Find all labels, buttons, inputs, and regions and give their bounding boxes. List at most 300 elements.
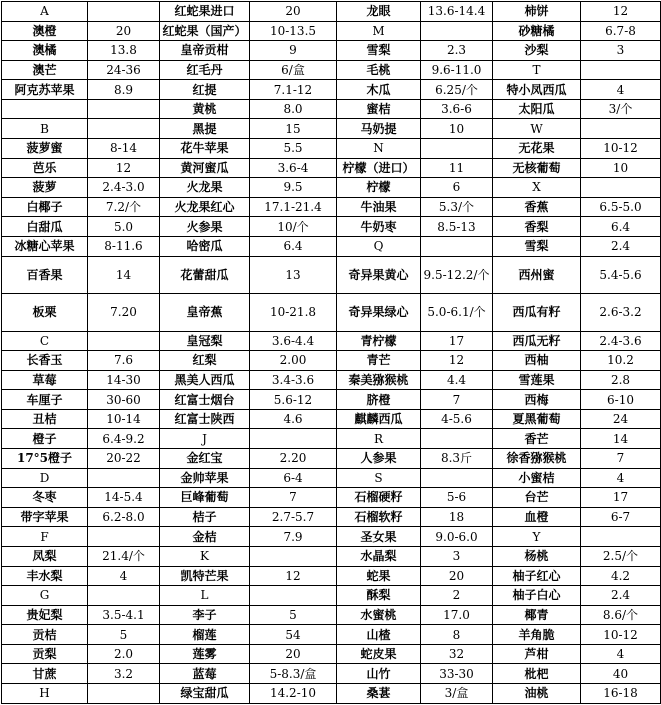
price-cell: 9.0-6.0 (421, 527, 493, 547)
price-cell: 10-12 (581, 139, 661, 159)
price-cell: 24-36 (88, 60, 160, 80)
price-cell: 11 (421, 158, 493, 178)
price-cell: 10-14 (88, 409, 160, 429)
fruit-name-cell: 17°5橙子 (2, 449, 88, 469)
price-cell: 3.2 (88, 664, 160, 684)
price-cell: 20 (250, 2, 337, 22)
price-cell: 14-30 (88, 370, 160, 390)
fruit-name-cell: 龙眼 (337, 2, 421, 22)
table-row (2, 546, 661, 566)
price-cell: 21.4/个 (88, 546, 160, 566)
price-cell: 2.3 (421, 41, 493, 61)
fruit-name-cell: 花蕾甜瓜 (160, 256, 250, 293)
fruit-name-cell: 木瓜 (337, 80, 421, 100)
fruit-name-cell: 菠萝蜜 (2, 139, 88, 159)
price-cell (88, 468, 160, 488)
price-cell: 3/盒 (421, 683, 493, 703)
fruit-name-cell: 蓝莓 (160, 664, 250, 684)
table-row (2, 139, 661, 159)
fruit-name-cell: 板栗 (2, 293, 88, 331)
price-cell: 12 (421, 351, 493, 371)
fruit-name-cell: 黄河蜜瓜 (160, 158, 250, 178)
price-cell (421, 236, 493, 256)
fruit-name-cell: 芦柑 (493, 644, 581, 664)
fruit-name-cell: 李子 (160, 605, 250, 625)
price-cell: 5.3/个 (421, 197, 493, 217)
fruit-name-cell: 麒麟西瓜 (337, 409, 421, 429)
table-row (2, 429, 661, 449)
table-row (2, 60, 661, 80)
price-cell: 8-14 (88, 139, 160, 159)
price-cell (581, 527, 661, 547)
price-cell: 2.4-3.6 (581, 331, 661, 351)
fruit-name-cell: 冬枣 (2, 488, 88, 508)
price-cell: 14 (581, 429, 661, 449)
fruit-name-cell: 红蛇果（国产） (160, 21, 250, 41)
fruit-name-cell: 牛奶枣 (337, 217, 421, 237)
table-row (2, 409, 661, 429)
price-cell: 10/个 (250, 217, 337, 237)
table-row (2, 236, 661, 256)
table-body (2, 2, 661, 704)
fruit-name-cell: 砂糖橘 (493, 21, 581, 41)
table-row (2, 331, 661, 351)
table-row (2, 449, 661, 469)
price-cell: 6.7-8 (581, 21, 661, 41)
fruit-name-cell: 澳橘 (2, 41, 88, 61)
fruit-name-cell: 金红宝 (160, 449, 250, 469)
price-cell: 4 (88, 566, 160, 586)
price-cell: 14.2-10 (250, 683, 337, 703)
fruit-name-cell: 黄桃 (160, 99, 250, 119)
fruit-name-cell: 奇异果黄心 (337, 256, 421, 293)
section-letter-cell: L (160, 586, 250, 606)
price-cell: 9.6-11.0 (421, 60, 493, 80)
fruit-name-cell: 贡梨 (2, 644, 88, 664)
price-cell: 12 (88, 158, 160, 178)
price-cell: 32 (421, 644, 493, 664)
fruit-name-cell: 黑提 (160, 119, 250, 139)
price-cell: 6-7 (581, 507, 661, 527)
table-row (2, 605, 661, 625)
fruit-name-cell: 长香玉 (2, 351, 88, 371)
price-cell: 16-18 (581, 683, 661, 703)
fruit-name-cell: 石榴硬籽 (337, 488, 421, 508)
fruit-name-cell: 蛇皮果 (337, 644, 421, 664)
price-cell: 2.7-5.7 (250, 507, 337, 527)
fruit-name-cell: 柠檬 (337, 178, 421, 198)
price-cell: 17 (421, 331, 493, 351)
fruit-name-cell: 水蜜桃 (337, 605, 421, 625)
price-cell (421, 21, 493, 41)
price-cell: 3.4-3.6 (250, 370, 337, 390)
table-row (2, 256, 661, 293)
table-row (2, 625, 661, 645)
fruit-name-cell: 皇帝贡柑 (160, 41, 250, 61)
price-cell (581, 60, 661, 80)
fruit-name-cell: 绿宝甜瓜 (160, 683, 250, 703)
table-row (2, 351, 661, 371)
fruit-name-cell: 柿饼 (493, 2, 581, 22)
price-cell (421, 429, 493, 449)
fruit-name-cell: 西瓜无籽 (493, 331, 581, 351)
fruit-name-cell: 贵妃梨 (2, 605, 88, 625)
price-cell: 4 (581, 644, 661, 664)
fruit-name-cell: 哈密瓜 (160, 236, 250, 256)
fruit-name-cell: 榴莲 (160, 625, 250, 645)
price-cell: 5-6 (421, 488, 493, 508)
fruit-name-cell: 车厘子 (2, 390, 88, 410)
price-cell: 2 (421, 586, 493, 606)
fruit-name-cell: 山楂 (337, 625, 421, 645)
price-cell: 10-21.8 (250, 293, 337, 331)
price-cell: 6.2-8.0 (88, 507, 160, 527)
price-cell (581, 119, 661, 139)
table-row (2, 158, 661, 178)
fruit-name-cell: 特小凤西瓜 (493, 80, 581, 100)
price-cell: 40 (581, 664, 661, 684)
price-cell: 3.5-4.1 (88, 605, 160, 625)
fruit-name-cell: 莲雾 (160, 644, 250, 664)
fruit-name-cell: 桔子 (160, 507, 250, 527)
price-cell: 8.0 (250, 99, 337, 119)
fruit-name-cell: 芭乐 (2, 158, 88, 178)
fruit-name-cell: 红毛丹 (160, 60, 250, 80)
price-cell: 17.0 (421, 605, 493, 625)
price-cell (88, 683, 160, 703)
price-cell: 9 (250, 41, 337, 61)
price-cell (88, 527, 160, 547)
table-row (2, 99, 661, 119)
fruit-name-cell: 毛桃 (337, 60, 421, 80)
price-cell: 20 (88, 21, 160, 41)
table-row (2, 566, 661, 586)
price-cell: 10.2 (581, 351, 661, 371)
fruit-name-cell: 人参果 (337, 449, 421, 469)
price-cell: 5.0-6.1/个 (421, 293, 493, 331)
fruit-name-cell: 红蛇果进口 (160, 2, 250, 22)
price-cell: 7.9 (250, 527, 337, 547)
price-cell: 7 (421, 390, 493, 410)
table-row (2, 119, 661, 139)
fruit-name-cell: 杨桃 (493, 546, 581, 566)
fruit-name-cell: 花牛苹果 (160, 139, 250, 159)
price-cell: 2.4-3.0 (88, 178, 160, 198)
price-cell: 3.6-4 (250, 158, 337, 178)
price-cell: 2.4 (581, 586, 661, 606)
fruit-name-cell: 火参果 (160, 217, 250, 237)
price-cell (581, 178, 661, 198)
table-row (2, 390, 661, 410)
table-row (2, 21, 661, 41)
price-cell (421, 139, 493, 159)
section-letter-cell: J (160, 429, 250, 449)
price-cell (88, 119, 160, 139)
table-row (2, 527, 661, 547)
table-row (2, 468, 661, 488)
section-letter-cell: T (493, 60, 581, 80)
price-cell: 14 (88, 256, 160, 293)
fruit-name-cell: 火龙果 (160, 178, 250, 198)
price-cell: 2.0 (88, 644, 160, 664)
fruit-name-cell: 青柠檬 (337, 331, 421, 351)
price-cell: 9.5-12.2/个 (421, 256, 493, 293)
fruit-name-cell: 巨峰葡萄 (160, 488, 250, 508)
section-letter-cell: M (337, 21, 421, 41)
price-cell: 6.4 (250, 236, 337, 256)
fruit-name-cell: 酥梨 (337, 586, 421, 606)
section-letter-cell: W (493, 119, 581, 139)
fruit-name-cell: 青芒 (337, 351, 421, 371)
fruit-name-cell: 圣女果 (337, 527, 421, 547)
fruit-price-table (1, 1, 661, 704)
price-cell: 6.25/个 (421, 80, 493, 100)
price-cell: 9.5 (250, 178, 337, 198)
fruit-name-cell: 黑美人西瓜 (160, 370, 250, 390)
fruit-name-cell: 阿克苏苹果 (2, 80, 88, 100)
fruit-name-cell: 火龙果红心 (160, 197, 250, 217)
price-cell: 13 (250, 256, 337, 293)
fruit-name-cell: 金帅苹果 (160, 468, 250, 488)
table-row (2, 2, 661, 22)
price-cell: 30-60 (88, 390, 160, 410)
section-letter-cell: G (2, 586, 88, 606)
price-cell: 4 (581, 80, 661, 100)
price-cell: 3.6-6 (421, 99, 493, 119)
price-cell: 8 (421, 625, 493, 645)
fruit-name-cell: 脐橙 (337, 390, 421, 410)
fruit-name-cell: 甘蔗 (2, 664, 88, 684)
fruit-name-cell: 柚子红心 (493, 566, 581, 586)
fruit-name-cell: 石榴软籽 (337, 507, 421, 527)
price-cell (250, 586, 337, 606)
section-letter-cell: H (2, 683, 88, 703)
price-cell: 15 (250, 119, 337, 139)
price-cell: 14-5.4 (88, 488, 160, 508)
table-row (2, 664, 661, 684)
fruit-name-cell: 西梅 (493, 390, 581, 410)
price-cell: 8.3斤 (421, 449, 493, 469)
fruit-name-cell: 马奶提 (337, 119, 421, 139)
fruit-name-cell: 红梨 (160, 351, 250, 371)
fruit-name-cell: 沙梨 (493, 41, 581, 61)
fruit-name-cell: 羊角脆 (493, 625, 581, 645)
section-letter-cell: N (337, 139, 421, 159)
price-cell: 6.4-9.2 (88, 429, 160, 449)
price-cell (88, 2, 160, 22)
price-cell: 5 (250, 605, 337, 625)
fruit-name-cell: 台芒 (493, 488, 581, 508)
fruit-name-cell: 橙子 (2, 429, 88, 449)
fruit-name-cell: 雪梨 (493, 236, 581, 256)
section-letter-cell: D (2, 468, 88, 488)
price-cell: 5.4-5.6 (581, 256, 661, 293)
table-row (2, 80, 661, 100)
section-letter-cell: Y (493, 527, 581, 547)
table-row (2, 293, 661, 331)
price-cell: 3 (581, 41, 661, 61)
price-cell: 7 (250, 488, 337, 508)
fruit-name-cell: 水晶梨 (337, 546, 421, 566)
fruit-name-cell: 血橙 (493, 507, 581, 527)
fruit-name-cell: 贡桔 (2, 625, 88, 645)
fruit-name-cell: 白甜瓜 (2, 217, 88, 237)
price-cell: 7.6 (88, 351, 160, 371)
fruit-name-cell: 香芒 (493, 429, 581, 449)
fruit-name-cell: 柠檬（进口） (337, 158, 421, 178)
fruit-name-cell: 雪梨 (337, 41, 421, 61)
price-cell: 4-5.6 (421, 409, 493, 429)
price-cell: 7.2/个 (88, 197, 160, 217)
fruit-name-cell: 牛油果 (337, 197, 421, 217)
fruit-name-cell: 枇杷 (493, 664, 581, 684)
fruit-name-cell: 澳橙 (2, 21, 88, 41)
price-cell: 10 (581, 158, 661, 178)
fruit-name-cell: 蜜桔 (337, 99, 421, 119)
price-cell: 2.00 (250, 351, 337, 371)
table-row (2, 507, 661, 527)
fruit-name-cell: 菠萝 (2, 178, 88, 198)
fruit-name-cell: 白椰子 (2, 197, 88, 217)
fruit-name-cell: 油桃 (493, 683, 581, 703)
fruit-name-cell: 徐香猕猴桃 (493, 449, 581, 469)
fruit-name-cell: 皇帝蕉 (160, 293, 250, 331)
price-cell: 20 (250, 644, 337, 664)
fruit-name-cell: 蛇果 (337, 566, 421, 586)
price-cell: 6-4 (250, 468, 337, 488)
section-letter-cell: B (2, 119, 88, 139)
section-letter-cell: K (160, 546, 250, 566)
table-row (2, 178, 661, 198)
fruit-name-cell: 香梨 (493, 217, 581, 237)
fruit-name-cell (2, 99, 88, 119)
table-row (2, 41, 661, 61)
fruit-name-cell: 夏黑葡萄 (493, 409, 581, 429)
fruit-name-cell: 丑桔 (2, 409, 88, 429)
price-cell: 12 (250, 566, 337, 586)
fruit-name-cell: 金桔 (160, 527, 250, 547)
price-cell: 3/个 (581, 99, 661, 119)
fruit-name-cell: 红富士陕西 (160, 409, 250, 429)
section-letter-cell: F (2, 527, 88, 547)
fruit-name-cell: 无花果 (493, 139, 581, 159)
section-letter-cell: A (2, 2, 88, 22)
price-cell: 18 (421, 507, 493, 527)
price-cell: 13.6-14.4 (421, 2, 493, 22)
price-cell: 2.8 (581, 370, 661, 390)
price-cell: 2.4 (581, 236, 661, 256)
fruit-name-cell: 带字苹果 (2, 507, 88, 527)
price-cell: 2.5/个 (581, 546, 661, 566)
price-cell: 5.0 (88, 217, 160, 237)
fruit-name-cell: 太阳瓜 (493, 99, 581, 119)
fruit-name-cell: 皇冠梨 (160, 331, 250, 351)
price-cell: 5.5 (250, 139, 337, 159)
price-cell (250, 429, 337, 449)
fruit-name-cell: 秦美猕猴桃 (337, 370, 421, 390)
table-row (2, 488, 661, 508)
price-cell: 24 (581, 409, 661, 429)
section-letter-cell: C (2, 331, 88, 351)
price-cell: 4 (581, 468, 661, 488)
price-cell: 8.5-13 (421, 217, 493, 237)
price-cell: 6/盒 (250, 60, 337, 80)
price-cell: 33-30 (421, 664, 493, 684)
fruit-name-cell: 西瓜有籽 (493, 293, 581, 331)
table-row (2, 644, 661, 664)
price-cell: 7.1-12 (250, 80, 337, 100)
fruit-name-cell: 奇异果绿心 (337, 293, 421, 331)
fruit-name-cell: 丰水梨 (2, 566, 88, 586)
fruit-name-cell: 小蜜桔 (493, 468, 581, 488)
price-cell: 8-11.6 (88, 236, 160, 256)
table-row (2, 370, 661, 390)
price-cell: 2.6-3.2 (581, 293, 661, 331)
fruit-name-cell: 柚子白心 (493, 586, 581, 606)
fruit-name-cell: 西柚 (493, 351, 581, 371)
price-cell: 5.6-12 (250, 390, 337, 410)
price-cell: 3.6-4.4 (250, 331, 337, 351)
price-cell: 5-8.3/盒 (250, 664, 337, 684)
fruit-name-cell: 椰青 (493, 605, 581, 625)
fruit-name-cell: 无核葡萄 (493, 158, 581, 178)
price-cell: 17 (581, 488, 661, 508)
fruit-name-cell: 西州蜜 (493, 256, 581, 293)
fruit-name-cell: 凤梨 (2, 546, 88, 566)
price-cell: 4.6 (250, 409, 337, 429)
price-cell (88, 586, 160, 606)
price-cell: 2.20 (250, 449, 337, 469)
section-letter-cell: Q (337, 236, 421, 256)
fruit-name-cell: 百香果 (2, 256, 88, 293)
table-row (2, 683, 661, 703)
price-cell (421, 468, 493, 488)
table-row (2, 217, 661, 237)
fruit-name-cell: 草莓 (2, 370, 88, 390)
price-cell: 6-10 (581, 390, 661, 410)
price-cell: 20 (421, 566, 493, 586)
price-cell: 6.4 (581, 217, 661, 237)
price-cell: 6 (421, 178, 493, 198)
price-cell: 4.4 (421, 370, 493, 390)
fruit-name-cell: 山竹 (337, 664, 421, 684)
price-cell: 10-12 (581, 625, 661, 645)
price-cell (88, 99, 160, 119)
price-cell: 7 (581, 449, 661, 469)
fruit-name-cell: 红富士烟台 (160, 390, 250, 410)
fruit-name-cell: 桑葚 (337, 683, 421, 703)
fruit-name-cell: 澳芒 (2, 60, 88, 80)
price-cell: 20-22 (88, 449, 160, 469)
price-cell: 17.1-21.4 (250, 197, 337, 217)
price-cell: 12 (581, 2, 661, 22)
price-cell: 8.6/个 (581, 605, 661, 625)
table-row (2, 197, 661, 217)
fruit-name-cell: 香蕉 (493, 197, 581, 217)
section-letter-cell: S (337, 468, 421, 488)
price-cell: 3 (421, 546, 493, 566)
price-cell: 4.2 (581, 566, 661, 586)
section-letter-cell: X (493, 178, 581, 198)
price-cell: 54 (250, 625, 337, 645)
price-cell: 8.9 (88, 80, 160, 100)
fruit-name-cell: 红提 (160, 80, 250, 100)
price-cell: 13.8 (88, 41, 160, 61)
price-cell: 5 (88, 625, 160, 645)
price-cell: 10-13.5 (250, 21, 337, 41)
fruit-name-cell: 雪莲果 (493, 370, 581, 390)
fruit-name-cell: 冰糖心苹果 (2, 236, 88, 256)
